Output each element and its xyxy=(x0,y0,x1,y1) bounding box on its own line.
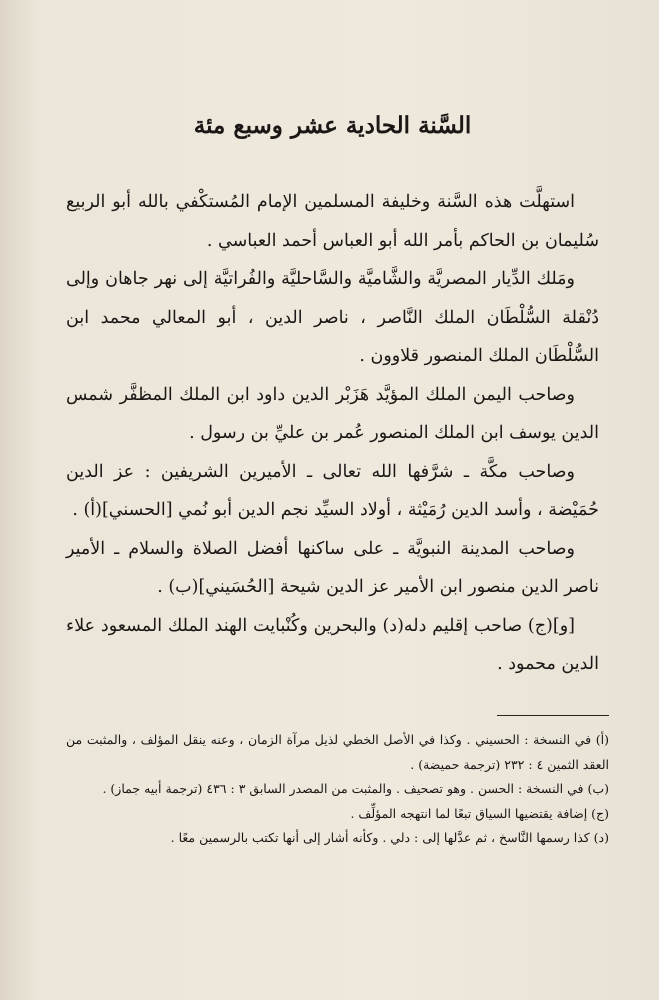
paragraph-caliph: استهلَّت هذه السَّنة وخليفة المسلمين الإمام المُستكْفي بالله أبو الربيع سُليمان بن الحاكم بأمر الله أبو العباس أحمد العباسي . xyxy=(66,192,599,251)
footnote-c: (ج) إضافة يقتضيها السياق تبعًا لما انتهجه المؤلِّف . xyxy=(350,805,609,821)
paragraph-yemen: وصاحب اليمن الملك المؤيَّد هَزَبْر الدين داود ابن الملك المظفَّر شمس الدين يوسف ابن الملك المنصور عُمر بن عليِّ بن رسول . xyxy=(66,384,599,443)
footnote-d: (د) كذا رسمها النَّاسخ ، ثم عدَّلها إلى : دلي . وكأنه أشار إلى أنها تكتب بالرسمين معًا . xyxy=(170,830,609,845)
footnote-b: (ب) في النسخة : الحسن . وهو تصحيف . والمثبت من المصدر السابق ٣ : ٤٣٦ (ترجمة أبيه جماز) . xyxy=(102,781,609,796)
page-title: السَّنة الحادية عشر وسبع مئة xyxy=(193,112,472,139)
paragraph-medina: وصاحب المدينة النبويَّة ـ على ساكنها أفضل الصلاة والسلام ـ الأمير ناصر الدين منصور ابن الأمير عز الدين شيحة [الحُسَيني](ب) . xyxy=(66,538,599,597)
paragraph-delhi: [و](ج) صاحب إقليم دله(د) والبحرين وكُنْبايت الهند الملك المسعود علاء الدين محمود . xyxy=(66,615,599,674)
footnotes xyxy=(66,715,609,851)
main-text xyxy=(66,183,599,684)
footnote-a: (أ) في النسخة : الحسيني . وكذا في الأصل الخطي لذيل مرآة الزمان ، وعنه ينقل المؤلف ، والمثبت من العقد الثمين ٤ : ٢٣٢ (ترجمة حميضة) . xyxy=(66,732,609,772)
paragraph-mecca: وصاحب مكَّة ـ شرَّفها الله تعالى ـ الأميرين الشريفين : عز الدين حُمَيْضة ، وأسد الدين رُمَيْثة ، أولاد السيِّد نجم الدين أبو نُمي [الحسني](أ) . xyxy=(66,461,599,520)
paragraph-egypt-sultan: ومَلك الدِّيار المصريَّة والشَّاميَّة والسَّاحليَّة والفُراتيَّة إلى نهر جاهان وإلى دُنْقلة السُّلْطَان الملك النَّاصر ، ناصر الدين ، أبو المعالي محمد ابن السُّلْطَان الملك المنصور قلاوون . xyxy=(66,269,599,366)
footnote-divider xyxy=(497,715,609,716)
